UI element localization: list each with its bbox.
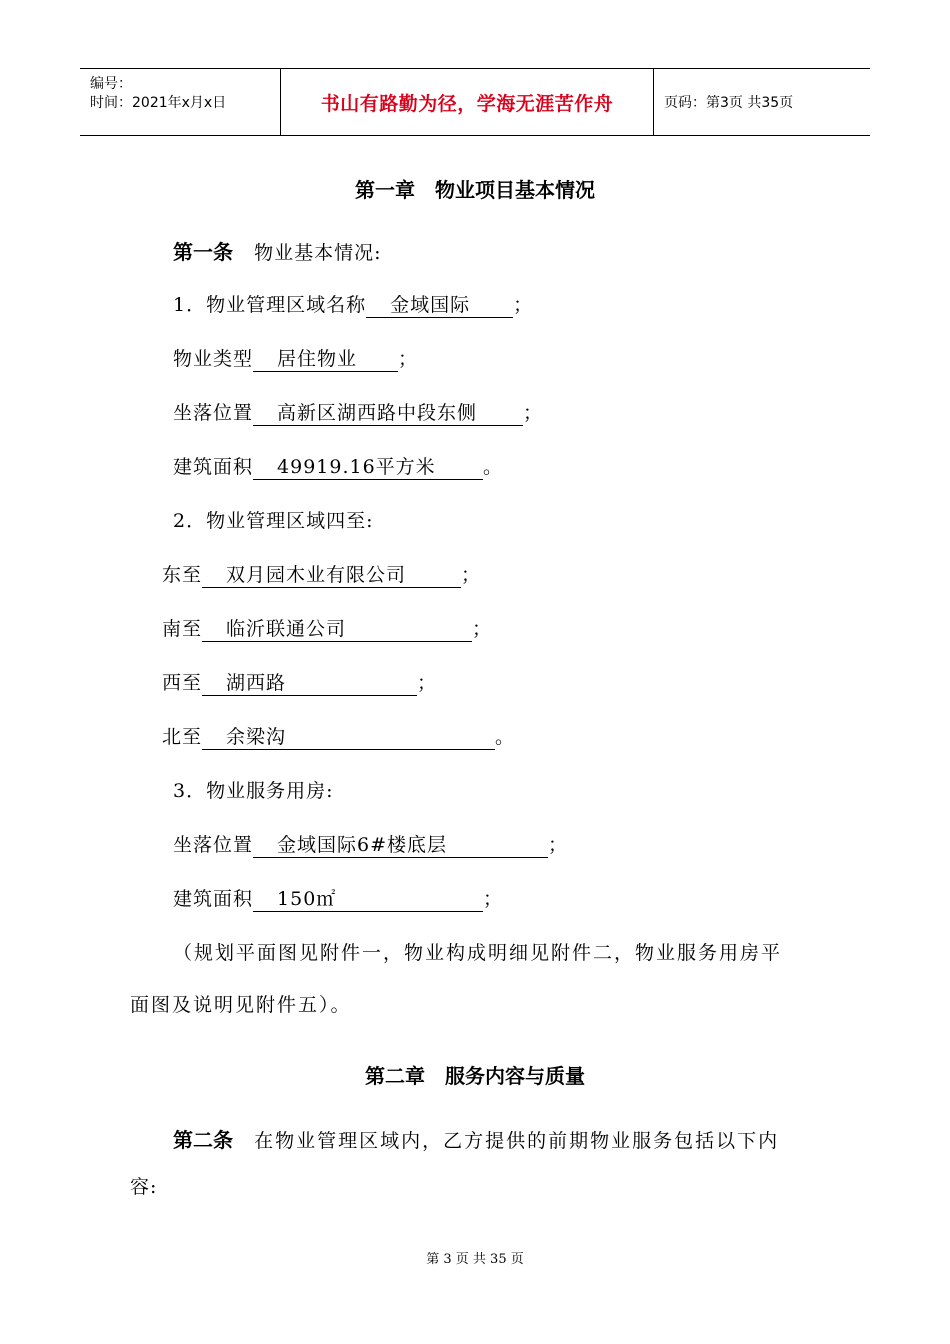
property-type-field — [253, 349, 398, 372]
header-motto-cell — [281, 69, 654, 135]
west-value: 湖西路 — [226, 672, 287, 694]
note-line-2: 面图及说明见附件五）。 — [130, 994, 352, 1016]
property-type-label: 物业类型 — [173, 348, 254, 370]
chapter-2-title: 第二章 服务内容与质量 — [365, 1064, 585, 1088]
service-area-end: ； — [483, 888, 504, 910]
document-header — [80, 68, 870, 136]
north-field — [202, 727, 495, 750]
property-name-value: 金域国际 — [390, 294, 471, 316]
service-room-heading: 3．物业服务用房: — [173, 780, 334, 802]
west-field — [202, 673, 417, 696]
location-label: 坐落位置 — [173, 402, 254, 424]
north-line — [162, 722, 515, 750]
document-time-label: 时间：2021年x月x日 — [90, 95, 227, 111]
south-field — [202, 619, 472, 642]
property-type-line — [173, 344, 418, 372]
boundaries-heading: 2．物业管理区域四至: — [173, 510, 374, 532]
service-location-end: ； — [548, 834, 569, 856]
location-value: 高新区湖西路中段东侧 — [277, 402, 478, 424]
east-end: ； — [461, 564, 482, 586]
article-2-line-1 — [173, 1124, 779, 1153]
west-label: 西至 — [162, 672, 203, 694]
area-end: 。 — [483, 456, 504, 478]
property-name-end: ； — [513, 294, 534, 316]
east-value: 双月园木业有限公司 — [226, 564, 407, 586]
page-footer: 第 3 页 共 35 页 — [426, 1252, 524, 1267]
header-page-info: 页码：第3页 共35页 — [664, 95, 794, 111]
document-number-label: 编号： — [90, 76, 132, 92]
service-location-line — [173, 830, 568, 858]
property-name-field — [366, 295, 513, 318]
area-field — [253, 457, 483, 480]
service-area-line — [173, 884, 503, 912]
article-1-text: 物业基本情况: — [254, 242, 382, 264]
article-1 — [173, 236, 382, 265]
note-line-1: （规划平面图见附件一，物业构成明细见附件二，物业服务用房平 — [173, 942, 783, 964]
property-name-label: 1．物业管理区域名称 — [173, 294, 367, 316]
service-area-label: 建筑面积 — [173, 888, 254, 910]
area-line — [173, 452, 503, 480]
service-location-field — [253, 835, 548, 858]
west-end: ； — [417, 672, 438, 694]
article-1-head: 第一条 — [173, 240, 233, 264]
header-page-cell — [654, 69, 870, 135]
chapter-1-title: 第一章 物业项目基本情况 — [355, 178, 595, 202]
south-line — [162, 614, 492, 642]
header-motto: 书山有路勤为径，学海无涯苦作舟 — [320, 92, 614, 115]
south-label: 南至 — [162, 618, 203, 640]
north-value: 余梁沟 — [226, 726, 287, 748]
south-end: ； — [472, 618, 493, 640]
north-label: 北至 — [162, 726, 203, 748]
article-2-line-2: 容: — [130, 1176, 158, 1198]
area-value: 49919.16平方米 — [277, 456, 436, 478]
article-2-text-1: 在物业管理区域内，乙方提供的前期物业服务包括以下内 — [254, 1130, 780, 1152]
east-field — [202, 565, 461, 588]
property-type-end: ； — [398, 348, 419, 370]
east-line — [162, 560, 481, 588]
property-type-value: 居住物业 — [277, 348, 358, 370]
east-label: 东至 — [162, 564, 203, 586]
article-2-head: 第二条 — [173, 1128, 233, 1152]
west-line — [162, 668, 437, 696]
location-field — [253, 403, 523, 426]
header-meta-cell — [80, 69, 281, 135]
service-area-field — [253, 889, 483, 912]
north-end: 。 — [495, 726, 516, 748]
location-line — [173, 398, 543, 426]
service-location-value: 金域国际6#楼底层 — [277, 834, 448, 856]
service-location-label: 坐落位置 — [173, 834, 254, 856]
south-value: 临沂联通公司 — [226, 618, 347, 640]
location-end: ； — [523, 402, 544, 424]
area-label: 建筑面积 — [173, 456, 254, 478]
service-area-value: 150㎡ — [277, 888, 337, 910]
property-name-line — [173, 290, 533, 318]
